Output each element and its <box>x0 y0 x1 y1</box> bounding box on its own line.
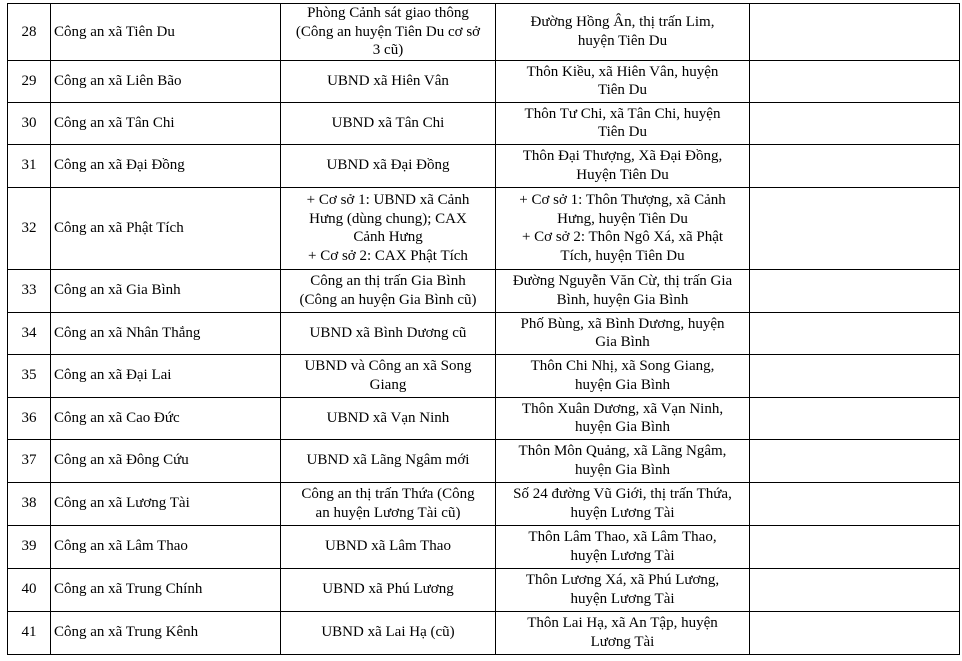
headquarters-line: Công an thị trấn Gia Bình <box>310 273 466 289</box>
unit-name-cell: Công an xã Lâm Thao <box>51 525 281 568</box>
address-cell <box>496 439 750 482</box>
headquarters-line: UBND xã Lai Hạ (cũ) <box>321 624 455 641</box>
table-row <box>8 269 960 312</box>
unit-name-cell: Công an xã Đông Cứu <box>51 439 281 482</box>
address-line: huyện Lương Tài <box>570 504 675 521</box>
address-line: Tiên Du <box>597 82 648 98</box>
address-cell <box>496 4 750 61</box>
unit-name-cell: Công an xã Tiên Du <box>51 4 281 61</box>
unit-name-cell: Công an xã Cao Đức <box>51 397 281 439</box>
table-row <box>8 4 960 61</box>
address-line: Bình, huyện Gia Bình <box>556 291 689 308</box>
address-line: Thôn Lương Xá, xã Phú Lương, <box>525 572 720 588</box>
unit-name-cell: Công an xã Lương Tài <box>51 482 281 525</box>
address-line: Tiên Du <box>597 124 648 140</box>
headquarters-cell <box>281 397 496 439</box>
note-cell <box>750 439 960 482</box>
row-number-cell: 28 <box>8 4 51 61</box>
headquarters-line: + Cơ sở 1: UBND xã Cảnh <box>306 192 470 208</box>
note-cell <box>750 4 960 61</box>
address-cell <box>496 397 750 439</box>
headquarters-line: UBND xã Hiên Vân <box>327 72 449 89</box>
unit-name-cell: Công an xã Đại Lai <box>51 354 281 397</box>
unit-name-cell: Công an xã Nhân Thắng <box>51 312 281 354</box>
headquarters-line: an huyện Lương Tài cũ) <box>315 504 461 521</box>
address-line: Thôn Tư Chi, xã Tân Chi, huyện <box>524 105 721 122</box>
address-line: Hưng, huyện Tiên Du <box>557 210 688 227</box>
headquarters-line: UBND xã Phú Lương <box>322 581 454 598</box>
address-cell <box>496 187 750 269</box>
table-row <box>8 144 960 187</box>
table-row <box>8 354 960 397</box>
address-line: Thôn Lai Hạ, xã An Tập, huyện <box>527 615 718 631</box>
address-line: Tích, huyện Tiên Du <box>560 247 685 264</box>
address-line: Thôn Kiều, xã Hiên Vân, huyện <box>526 63 719 80</box>
note-cell <box>750 482 960 525</box>
headquarters-cell <box>281 611 496 654</box>
row-number-cell: 39 <box>8 525 51 568</box>
address-line: Gia Bình <box>595 334 650 350</box>
address-cell <box>496 269 750 312</box>
unit-name-cell: Công an xã Liên Bão <box>51 60 281 102</box>
headquarters-line: (Công an huyện Tiên Du cơ sở <box>295 23 481 40</box>
row-number-cell: 30 <box>8 102 51 144</box>
address-cell <box>496 102 750 144</box>
headquarters-cell <box>281 354 496 397</box>
headquarters-line: UBND xã Tân Chi <box>331 114 445 131</box>
table-body <box>8 4 960 655</box>
headquarters-cell <box>281 482 496 525</box>
address-line: Thôn Xuân Dương, xã Vạn Ninh, <box>521 400 724 417</box>
row-number-cell: 35 <box>8 354 51 397</box>
note-cell <box>750 397 960 439</box>
unit-name-cell: Công an xã Trung Chính <box>51 568 281 611</box>
note-cell <box>750 611 960 654</box>
table-row <box>8 60 960 102</box>
address-line: Lương Tài <box>590 633 655 650</box>
row-number-cell: 37 <box>8 439 51 482</box>
row-number-cell: 32 <box>8 187 51 269</box>
headquarters-line: Hưng (dùng chung); CAX <box>309 210 467 227</box>
table-row <box>8 525 960 568</box>
address-line: Thôn Đại Thượng, Xã Đại Đồng, <box>522 148 723 164</box>
address-line: + Cơ sở 2: Thôn Ngô Xá, xã Phật <box>521 229 724 245</box>
table-row <box>8 611 960 654</box>
address-cell <box>496 60 750 102</box>
row-number-cell: 29 <box>8 60 51 102</box>
address-line: Đường Hồng Ân, thị trấn Lim, <box>530 14 715 31</box>
headquarters-cell <box>281 525 496 568</box>
address-line: + Cơ sở 1: Thôn Thượng, xã Cảnh <box>519 192 726 208</box>
address-line: huyện Gia Bình <box>575 376 670 393</box>
headquarters-line: UBND xã Đại Đồng <box>326 157 450 174</box>
headquarters-line: UBND xã Lâm Thao <box>325 538 451 555</box>
note-cell <box>750 60 960 102</box>
headquarters-line: Giang <box>369 376 407 393</box>
table-row <box>8 568 960 611</box>
headquarters-line: UBND xã Bình Dương cũ <box>309 324 467 341</box>
address-line: Đường Nguyễn Văn Cừ, thị trấn Gia <box>512 273 733 289</box>
note-cell <box>750 568 960 611</box>
row-number-cell: 40 <box>8 568 51 611</box>
address-line: Thôn Chi Nhị, xã Song Giang, <box>530 358 715 374</box>
note-cell <box>750 525 960 568</box>
headquarters-line: Cảnh Hưng <box>353 229 423 245</box>
address-cell <box>496 482 750 525</box>
address-line: huyện Tiên Du <box>577 32 668 49</box>
unit-name-cell: Công an xã Tân Chi <box>51 102 281 144</box>
address-line: huyện Gia Bình <box>575 419 670 435</box>
unit-name-cell: Công an xã Trung Kênh <box>51 611 281 654</box>
address-cell <box>496 312 750 354</box>
row-number-cell: 38 <box>8 482 51 525</box>
unit-name-cell: Công an xã Phật Tích <box>51 187 281 269</box>
table-row <box>8 482 960 525</box>
address-line: Phố Bùng, xã Bình Dương, huyện <box>520 315 725 332</box>
address-cell <box>496 568 750 611</box>
headquarters-cell <box>281 269 496 312</box>
address-line: huyện Lương Tài <box>570 590 675 607</box>
headquarters-cell <box>281 102 496 144</box>
police-station-table <box>7 3 960 655</box>
headquarters-cell <box>281 439 496 482</box>
headquarters-line: UBND xã Lãng Ngâm mới <box>306 452 470 469</box>
headquarters-line: + Cơ sở 2: CAX Phật Tích <box>308 247 468 264</box>
headquarters-cell <box>281 144 496 187</box>
row-number-cell: 31 <box>8 144 51 187</box>
address-line: Số 24 đường Vũ Giới, thị trấn Thứa, <box>513 486 732 502</box>
headquarters-line: Công an thị trấn Thứa (Công <box>301 486 475 502</box>
headquarters-cell <box>281 4 496 61</box>
address-line: huyện Gia Bình <box>575 461 670 478</box>
address-cell <box>496 611 750 654</box>
headquarters-cell <box>281 187 496 269</box>
note-cell <box>750 312 960 354</box>
unit-name-cell: Công an xã Gia Bình <box>51 269 281 312</box>
headquarters-line: (Công an huyện Gia Bình cũ) <box>299 291 477 308</box>
address-cell <box>496 354 750 397</box>
headquarters-cell <box>281 60 496 102</box>
note-cell <box>750 144 960 187</box>
headquarters-line: UBND và Công an xã Song <box>304 358 472 374</box>
address-line: huyện Lương Tài <box>570 547 675 564</box>
note-cell <box>750 102 960 144</box>
headquarters-cell <box>281 312 496 354</box>
address-cell <box>496 144 750 187</box>
address-line: Huyện Tiên Du <box>576 166 669 183</box>
row-number-cell: 36 <box>8 397 51 439</box>
headquarters-line: 3 cũ) <box>372 42 404 58</box>
headquarters-cell <box>281 568 496 611</box>
address-line: Thôn Môn Quảng, xã Lãng Ngâm, <box>518 443 727 459</box>
table-row <box>8 439 960 482</box>
note-cell <box>750 187 960 269</box>
row-number-cell: 41 <box>8 611 51 654</box>
note-cell <box>750 354 960 397</box>
row-number-cell: 33 <box>8 269 51 312</box>
unit-name-cell: Công an xã Đại Đồng <box>51 144 281 187</box>
table-row <box>8 397 960 439</box>
headquarters-line: Phòng Cảnh sát giao thông <box>307 5 469 21</box>
address-line: Thôn Lâm Thao, xã Lâm Thao, <box>528 529 717 545</box>
headquarters-line: UBND xã Vạn Ninh <box>326 409 450 426</box>
row-number-cell: 34 <box>8 312 51 354</box>
table-row <box>8 187 960 269</box>
address-cell <box>496 525 750 568</box>
note-cell <box>750 269 960 312</box>
table-row <box>8 102 960 144</box>
table-row <box>8 312 960 354</box>
